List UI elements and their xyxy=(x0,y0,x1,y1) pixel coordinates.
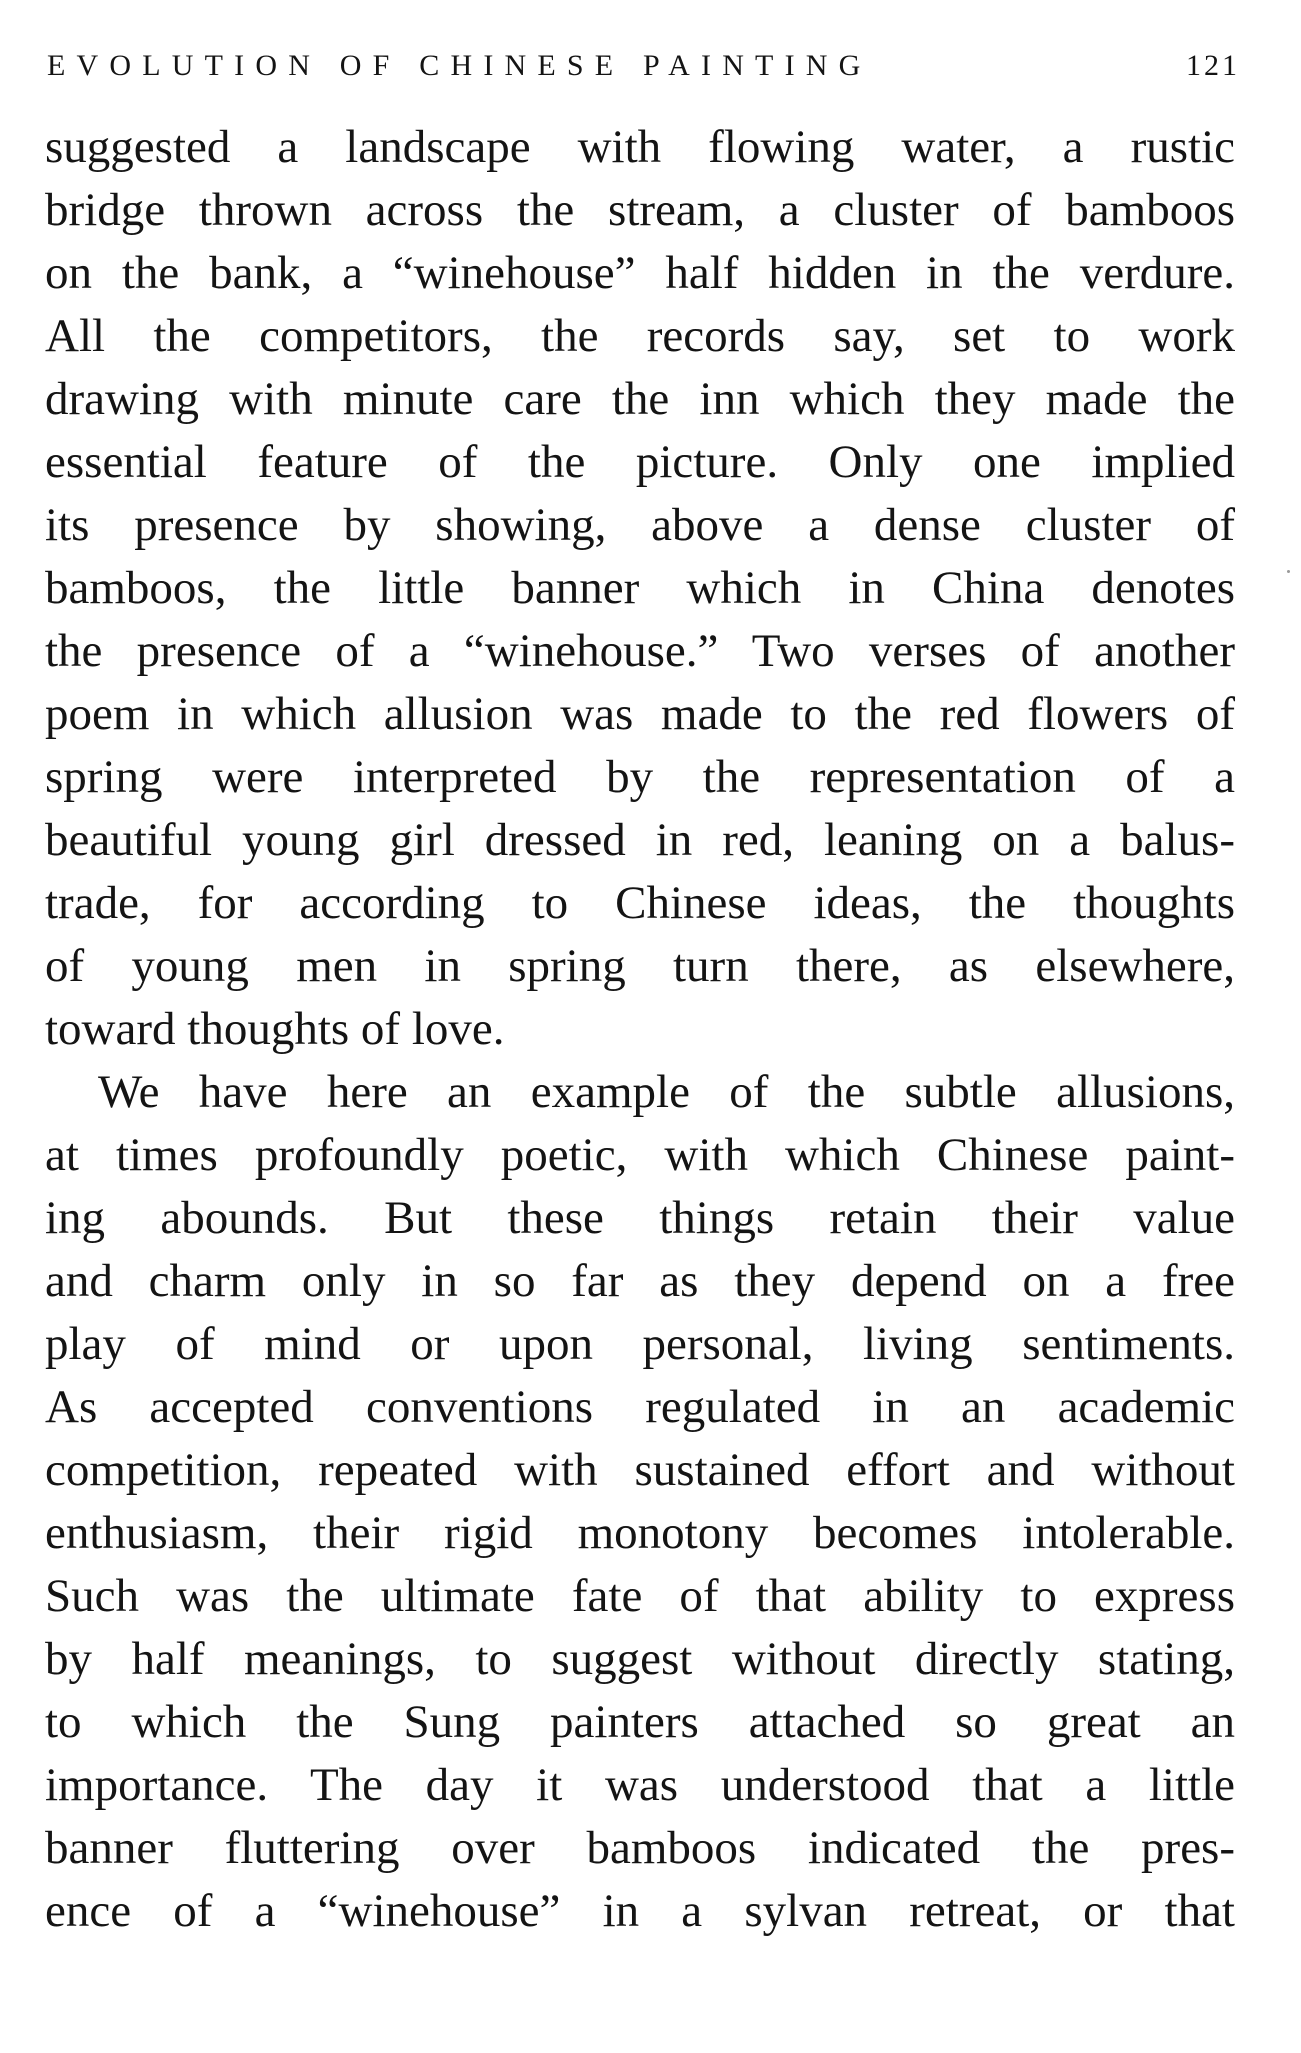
running-title: EVOLUTION OF CHINESE PAINTING xyxy=(47,49,872,82)
paragraph-1 xyxy=(45,116,1235,1061)
text-line: We have here an example of the subtle allusions, xyxy=(98,1066,1235,1118)
text-line: of young men in spring turn there, as elsewhere, xyxy=(45,940,1235,992)
text-line: drawing with minute care the inn which they made the xyxy=(45,373,1235,425)
text-line: importance. The day it was understood that a little xyxy=(45,1759,1235,1811)
text-line: to which the Sung painters attached so great an xyxy=(45,1696,1235,1748)
text-line: banner fluttering over bamboos indicated the pres- xyxy=(45,1822,1235,1874)
text-line: at times profoundly poetic, with which Chinese paint- xyxy=(45,1129,1235,1181)
paragraph-2 xyxy=(45,1061,1235,1943)
text-line: enthusiasm, their rigid monotony becomes intolerable. xyxy=(45,1507,1235,1559)
scan-speck xyxy=(1287,570,1290,573)
text-line: ence of a “winehouse” in a sylvan retreat, or that xyxy=(45,1885,1235,1937)
text-line: Such was the ultimate fate of that ability to express xyxy=(45,1570,1235,1622)
text-line: spring were interpreted by the representation of a xyxy=(45,751,1235,803)
text-line: bridge thrown across the stream, a cluster of bamboos xyxy=(45,184,1235,236)
text-line: on the bank, a “winehouse” half hidden in the verdure. xyxy=(45,247,1235,299)
text-line: toward thoughts of love. xyxy=(45,1003,505,1055)
text-line: suggested a landscape with flowing water, a rustic xyxy=(45,121,1235,173)
text-line: trade, for according to Chinese ideas, the thoughts xyxy=(45,877,1235,929)
body-text xyxy=(45,116,1235,1943)
text-line: poem in which allusion was made to the red flowers of xyxy=(45,688,1235,740)
text-line: its presence by showing, above a dense cluster of xyxy=(45,499,1235,551)
page-number: 121 xyxy=(1186,49,1240,82)
text-line: by half meanings, to suggest without directly stating, xyxy=(45,1633,1235,1685)
text-line: beautiful young girl dressed in red, leaning on a balus- xyxy=(45,814,1235,866)
text-line: and charm only in so far as they depend on a free xyxy=(45,1255,1235,1307)
text-line: the presence of a “winehouse.” Two verses of another xyxy=(45,625,1235,677)
text-line: As accepted conventions regulated in an academic xyxy=(45,1381,1235,1433)
text-line: ing abounds. But these things retain their value xyxy=(45,1192,1235,1244)
text-line: bamboos, the little banner which in China denotes xyxy=(45,562,1235,614)
running-head xyxy=(47,46,1240,86)
text-line: play of mind or upon personal, living sentiments. xyxy=(45,1318,1235,1370)
text-line: competition, repeated with sustained effort and without xyxy=(45,1444,1235,1496)
text-line: All the competitors, the records say, set to work xyxy=(45,310,1235,362)
text-line: essential feature of the picture. Only one implied xyxy=(45,436,1235,488)
